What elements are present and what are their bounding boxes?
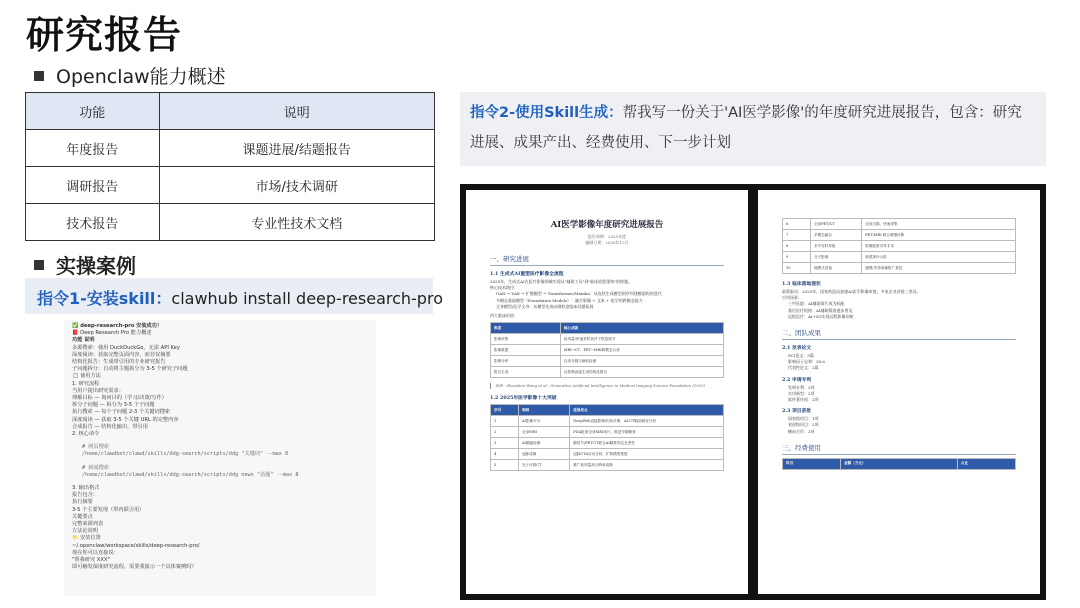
code-line: # 新闻搜索 [82, 464, 109, 471]
paragraph: 核心技术路径： [490, 285, 518, 291]
table-cell: 光子计数CT [518, 460, 569, 471]
subsection-heading: 1.1 生成式AI重塑医疗影像全流程 [490, 271, 564, 277]
table-row [26, 130, 435, 167]
table-cell: AI影像平台 [518, 416, 569, 427]
paragraph: 应用场景： [782, 295, 802, 301]
table-cell: 2 [491, 427, 519, 438]
table-cell: 9 [783, 252, 811, 263]
command-2-box [460, 92, 1046, 166]
table-cell: 1 [491, 416, 519, 427]
output-line: 深度阅读：获取完整页面内容，而非仅摘要 [72, 351, 171, 358]
paragraph: 2025年，生成式AI在医疗影像领域实现从"辅助工具"到"临床流程重构"的跨越。 [490, 279, 633, 284]
table-cell: 低剂量/快速采样条件下恢复细节 [560, 334, 723, 345]
output-line: ✅ deep-research-pro 安装成功！ [72, 323, 163, 329]
output-line: 📋 使用方法 [72, 373, 101, 380]
case-heading [34, 250, 136, 279]
table-header: 金额（万元） [841, 458, 958, 469]
table-row [783, 219, 1016, 230]
table-header: 科目 [783, 458, 841, 469]
table-cell: 6 [783, 219, 811, 230]
square-bullet-icon [34, 260, 44, 270]
table-cell: 从影像直接生成结构化报告 [560, 367, 723, 378]
output-line: 报告包含： [72, 492, 98, 499]
table-cell: 冠脉CTA自动分析，扩散模型重建 [570, 449, 724, 460]
table-cell: 新型探针示踪 [862, 252, 1016, 263]
table-cell: 分子影像 [810, 252, 861, 263]
table-row [783, 263, 1016, 274]
output-line: 3-5 个主要发现（带内联引用） [72, 506, 145, 513]
report-title: AI医学影像年度研究进展报告 [550, 220, 664, 230]
report-preview [460, 184, 1046, 600]
table-row [783, 252, 1016, 263]
install-output-screenshot [64, 320, 376, 596]
table-row [491, 416, 724, 427]
overview-heading-text: Openclaw能力概述 [56, 66, 226, 88]
table-cell: 便携/手持成像推广基层 [862, 263, 1016, 274]
output-line: 当用户提出研究需求： [72, 387, 124, 394]
paragraph: 三甲医院：AI辅助阅片成为标配 [788, 301, 845, 307]
table-cell: 多模态融合 [810, 230, 861, 241]
table-header: 进展亮点 [570, 405, 724, 416]
table-cell: 4 [491, 449, 519, 460]
output-line: 📁 安装位置 [72, 535, 101, 542]
subsection-heading: 1.2 2025年医学影像十大突破 [490, 395, 557, 402]
table-cell: DeepWeb直接影像识别/诊断，AI-CT胸部病变分析 [570, 416, 724, 427]
code-line: /home/clawdbot/clawd/skills/ddg-search/scripts/ddg news "话题" --max 8 [82, 471, 299, 478]
subsection-heading: 2.2 申请专利 [782, 376, 812, 383]
paragraph: GAN → VAE → 扩散模型 → Transformer/Mamba：从连续生成模型到序列建模架构的迭代 [496, 291, 662, 297]
output-line: ~/.openclaw/workspace/skills/deep-research-pro/ [72, 542, 200, 549]
table-cell: 市场/技术调研 [159, 167, 435, 204]
table-cell: 肺结节/PET-CT联合AI精准判定良恶性 [570, 438, 724, 449]
case-heading-text: 实操案例 [56, 254, 136, 278]
table-cell: 调研报告 [26, 167, 160, 204]
command-2-label: 指令2-使用Skill生成： [470, 105, 623, 121]
table-cell: 课题进展/结题报告 [159, 130, 435, 167]
square-bullet-icon [34, 71, 44, 81]
table-cell: AI肺癌检测 [518, 438, 569, 449]
code-line: /home/clawdbot/clawd/skills/ddg-search/scripts/ddg "关键词" --max 8 [82, 451, 289, 458]
output-line: 📕 Deep Research Pro 能力概述 [72, 330, 152, 337]
output-line: 多源搜索：使用 DuckDuckGo，无需 API Key [72, 344, 180, 351]
table-row [491, 460, 724, 471]
output-line: 2. 核心命令 [72, 431, 100, 438]
table-cell: 全身PET/CT [810, 219, 861, 230]
table-cell: 影像采集 [491, 334, 561, 345]
table-row [491, 334, 724, 345]
output-line: 理解目标 — 询问目的（学习/决策/写作） [72, 395, 167, 402]
table-cell: 冠脉成像 [518, 449, 569, 460]
table-cell: 自动分割与病灶检测 [560, 356, 723, 367]
output-line: 结构化报告：生成带引用的专业研究报告 [72, 359, 166, 366]
report-meta: 编制日期：2025年12月 [585, 240, 629, 245]
table-cell: MRI→CT、PET→MRI跨模态合成 [560, 345, 723, 356]
breakthrough-table [490, 404, 724, 471]
table-cell: 全身扫描，快速采集 [862, 219, 1016, 230]
paragraph: 国家级项目：1项 [788, 416, 819, 422]
page-title: 研究报告 [26, 13, 183, 57]
table-header: 维度 [491, 323, 561, 334]
paragraph: 四大临床价值： [490, 313, 518, 319]
output-line: 子问题拆分：自动将主题拆分为 3-5 个研究子问题 [72, 366, 188, 373]
header-function: 功能 [26, 93, 160, 130]
table-row [26, 167, 435, 204]
table-header: 占比 [957, 458, 1015, 469]
section-heading: 三、经费使用 [782, 443, 1016, 455]
paragraph: 基层医疗机构：AI辅助筛查逐步普及 [788, 307, 853, 313]
subsection-heading: 1.3 临床落地现状 [782, 281, 821, 287]
breakthrough-table-continued [782, 218, 1016, 274]
table-header: 核心成就 [560, 323, 723, 334]
paragraph: 发明专利：3项 [788, 384, 815, 390]
paragraph: 全身模型/医学全身：从模型先成向细粒度临床问题拓展 [496, 303, 594, 309]
output-line: 深度阅读 — 获取 3-5 个关键 URL 的完整内容 [72, 416, 179, 423]
feature-table-header [26, 93, 435, 130]
overview-heading [34, 62, 226, 89]
command-2-text: 帮我写一份关于'AI医学影像'的年度研究进展报告，包含：研究进展、成果产出、经费使用、下一步计划 [470, 105, 1022, 151]
output-line: 执行搜索 — 每个子问题 2-3 个关键词搜索 [72, 409, 171, 416]
table-row [491, 449, 724, 460]
table-header: 领域 [518, 405, 569, 416]
paragraph: 多模态基础模型（Foundation Models）：融合影像 + 文本 + 组学的跨模态能力 [496, 297, 643, 303]
table-cell: 推广低剂量高分辨率成像 [570, 460, 724, 471]
paragraph: 横向合作：3项 [788, 428, 815, 434]
code-line: # 网页搜索 [82, 444, 109, 451]
report-page-1 [466, 190, 748, 594]
paragraph: 实用新型：2项 [788, 390, 815, 396]
output-line: 3. 输出格式 [72, 485, 100, 492]
citation-quote: 来源：Shaoshan Wang et al., Generative Artificial Intelligence in Medical Imaging Science Foundation (2025) [490, 383, 724, 389]
value-table [490, 322, 724, 378]
table-row [491, 345, 724, 356]
table-cell: 10 [783, 263, 811, 274]
report-page-2 [758, 190, 1040, 594]
table-row [491, 438, 724, 449]
output-line: 完整来源列表 [72, 521, 104, 528]
table-cell: 全身MRI [518, 427, 569, 438]
table-row [783, 241, 1016, 252]
paragraph: SCI论文：5篇 [788, 353, 814, 359]
table-cell: FDA批准全身MRI读片，推进早期筛查 [570, 427, 724, 438]
report-meta: 报告周期：2025年度 [587, 234, 627, 239]
command-1-text: clawhub install deep-research-pro [171, 289, 443, 308]
table-cell: PET/MRI 联合增强诊断 [862, 230, 1016, 241]
paragraph: 政策驱动：2025年，国家药监局加速AI医学影像审批，多家企业获批三类证。 [782, 289, 921, 294]
table-cell: 5 [491, 460, 519, 471]
paragraph: 影响因子总和：38.6 [788, 359, 825, 365]
output-line: 功能 说明 [72, 337, 95, 344]
table-cell: 年度报告 [26, 130, 160, 167]
command-1-label: 指令1-安装skill： [37, 289, 172, 308]
table-cell: 影像重建 [491, 345, 561, 356]
paragraph: 省部级项目：2项 [788, 422, 819, 428]
section-heading: 一、研究进展 [490, 254, 724, 266]
paragraph: 软件著作权：2项 [788, 397, 819, 403]
output-line: 即可触发深度研究流程。需要我演示一个具体案例吗？ [72, 564, 197, 571]
table-cell: 影像分析 [491, 356, 561, 367]
output-line: 执行摘要 [72, 499, 93, 506]
output-line: 合成报告 — 结构化输出，带引用 [72, 423, 148, 430]
command-1-box [25, 278, 443, 314]
table-row [783, 230, 1016, 241]
table-row [26, 204, 435, 241]
table-cell: 8 [783, 241, 811, 252]
output-line: 关键要点 [72, 513, 93, 520]
feature-table [25, 92, 435, 241]
table-cell: 术中实时导航 [810, 241, 861, 252]
subsection-heading: 2.3 项目获批 [782, 408, 812, 415]
budget-table [782, 458, 1016, 470]
table-cell: 7 [783, 230, 811, 241]
table-cell: 专业性技术文档 [159, 204, 435, 241]
output-line: 方法论说明 [72, 528, 98, 535]
paragraph: 远程医疗：AI+5G实现远程影像诊断 [788, 313, 854, 319]
header-description: 说明 [159, 93, 435, 130]
output-line: 拆分子问题 — 拆分为 3-5 个子问题 [72, 402, 155, 409]
output-line: "帮我研究 XXX" [72, 557, 110, 564]
table-cell: 影像配准引导手术 [862, 241, 1016, 252]
table-row [491, 367, 724, 378]
output-line: 现在你可以直接说： [72, 549, 119, 556]
table-cell: 3 [491, 438, 519, 449]
section-heading: 二、团队成果 [782, 328, 1016, 340]
table-row [491, 356, 724, 367]
table-row [491, 427, 724, 438]
table-cell: 报告生成 [491, 367, 561, 378]
subsection-heading: 2.1 发表论文 [782, 345, 812, 352]
output-line: 1. 研究流程 [72, 380, 100, 387]
table-header: 序号 [491, 405, 519, 416]
table-cell: 技术报告 [26, 204, 160, 241]
table-cell: 便携式设备 [810, 263, 861, 274]
paragraph: 代表性论文：2篇 [788, 365, 819, 371]
